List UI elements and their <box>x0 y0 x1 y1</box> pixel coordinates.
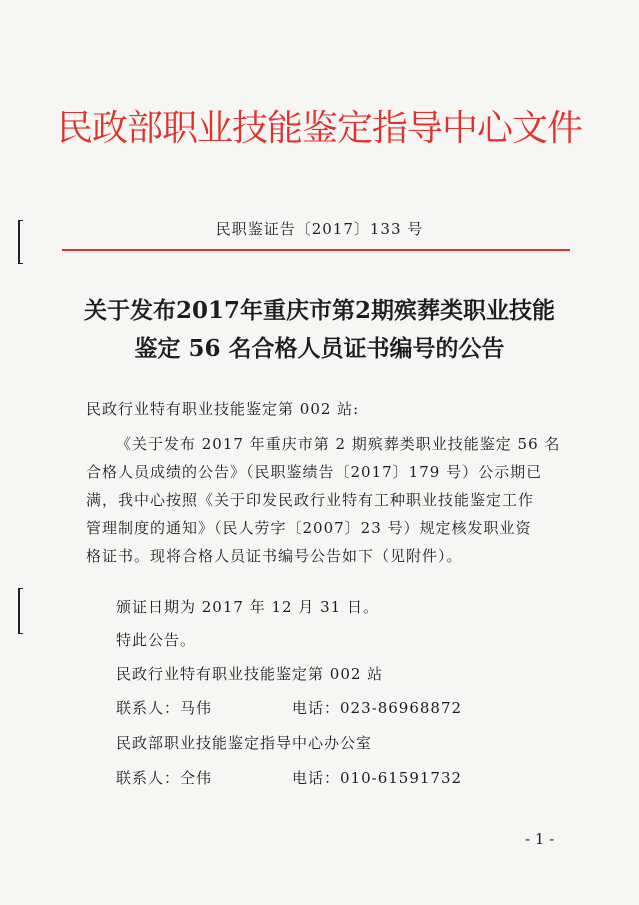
body-paragraph <box>86 430 561 570</box>
salutation: 民政行业特有职业技能鉴定第 002 站: <box>86 400 360 418</box>
issue-date: 颁证日期为 2017 年 12 月 31 日。 <box>116 598 379 616</box>
document-header-title: 民政部职业技能鉴定指导中心文件 <box>56 108 582 149</box>
document-number: 民职鉴证告〔2017〕133 号 <box>215 220 424 238</box>
body-line-1: 《关于发布 2017 年重庆市第 2 期殡葬类职业技能鉴定 56 名 <box>116 435 561 453</box>
body-line-2: 合格人员成绩的公告》（民职鉴绩告〔2017〕179 号）公示期已 <box>86 463 543 481</box>
station-name: 民政行业特有职业技能鉴定第 002 站 <box>116 665 384 683</box>
binding-mark-bottom <box>18 588 23 634</box>
contact-1-phone: 电话：023-86968872 <box>292 699 463 717</box>
page-number: - 1 - <box>525 830 555 848</box>
notice-title-line-1: 关于发布2017年重庆市第2期殡葬类职业技能 <box>83 297 556 324</box>
contact-row-2 <box>116 767 463 788</box>
notice-title-line-2: 鉴定 56 名合格人员证书编号的公告 <box>134 335 505 362</box>
notice-title <box>0 292 639 368</box>
body-line-5: 格证书。现将合格人员证书编号公告如下（见附件）。 <box>86 547 463 565</box>
contact-2-name: 联系人：仝伟 <box>116 769 213 787</box>
closing-remark: 特此公告。 <box>116 631 197 649</box>
body-line-3: 满，我中心按照《关于印发民政行业特有工种职业技能鉴定工作 <box>86 491 535 509</box>
red-divider-line <box>62 249 570 251</box>
body-line-4: 管理制度的通知》（民人劳字〔2007〕23 号）规定核发职业资 <box>86 519 532 537</box>
contact-row-1 <box>116 697 463 718</box>
contact-2-phone: 电话：010-61591732 <box>292 769 463 787</box>
office-name: 民政部职业技能鉴定指导中心办公室 <box>116 734 373 752</box>
contact-1-name: 联系人：马伟 <box>116 699 213 717</box>
